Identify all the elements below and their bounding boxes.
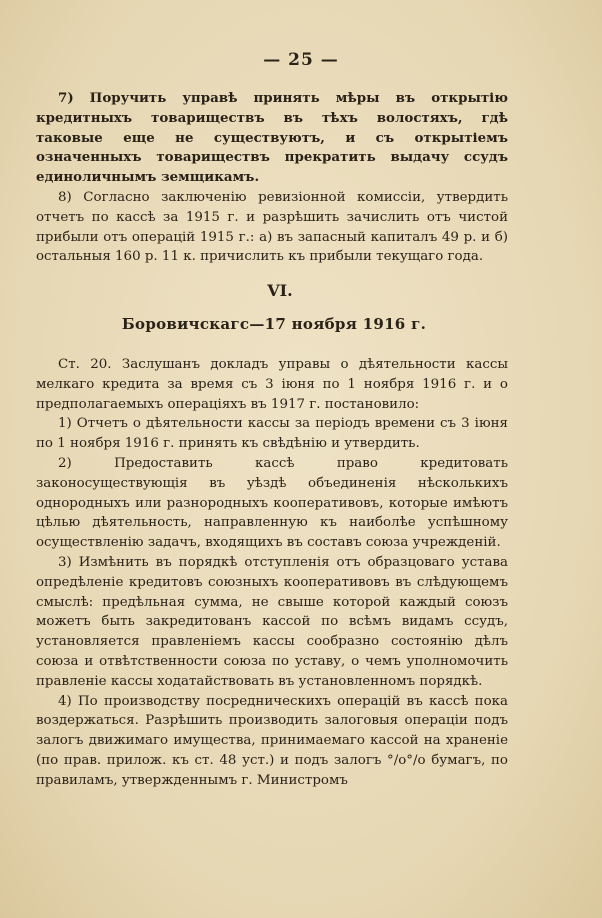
paragraph-art-20: Ст. 20. Заслушанъ докладъ управы о дѣятельности кассы мелкаго кредита за время съ 3 іюня по 1 ноября 1916 г. и о предполагаемыхъ операціяхъ въ 1917 г. постановило: <box>36 357 508 412</box>
text-block-bottom <box>36 355 508 791</box>
paragraph-8: 8) Согласно заключенію ревизіонной комиссіи, утвердить отчетъ по кассѣ за 1915 г. и разрѣшить зачислить отъ чистой прибыли отъ операцій 1915 г.: а) въ запасный капиталъ 49 р. и б) остальныя 160 р. 11 к. причислить къ прибыли текущаго года. <box>36 189 508 265</box>
paragraph-3: 3) Измѣнить въ порядкѣ отступленія отъ образцоваго устава опредѣленіе кредитовъ союзныхъ кооперативовъ въ слѣдующемъ смыслѣ: предѣльная сумма, не свыше которой каждый союзъ можетъ быть закредитованъ кассой по всѣмъ видамъ ссудъ, установляется правленіемъ кассы сообразно состоянію дѣлъ союза и отвѣтственности союза по уставу, о чемъ уполномочить правленіе кассы ходатайствовать въ установленномъ порядкѣ. <box>36 554 508 689</box>
paragraph-2: 2) Предоставить кассѣ право кредитовать законосуществующія въ уѣздѣ объединенія нѣсколькихъ однородныхъ или разнородныхъ кооперативовъ, которые имѣютъ цѣлью дѣятельность, направленную къ наиболѣе успѣшному осуществленію задачъ, входящихъ въ составъ союза учрежденій. <box>36 455 508 551</box>
section-heading: Боровичскагс—17 ноября 1916 г. <box>121 315 427 333</box>
section-numeral: VI. <box>267 281 293 300</box>
paragraph-1: 1) Отчетъ о дѣятельности кассы за періодъ времени съ 3 іюня по 1 ноября 1916 г. принять къ свѣдѣнію и утвердить. <box>36 416 508 452</box>
text-block-top <box>36 89 508 267</box>
page-number: — 25 — <box>263 50 339 70</box>
paragraph-4: 4) По производству посредническихъ операцій въ кассѣ пока воздержаться. Разрѣшить производить залоговыя операціи подъ залогъ движимаго имущества, принимаемаго кассой на храненіе (по прав. прилож. къ ст. 48 уст.) и подъ залогъ °/о°/о бумагъ, по правиламъ, утвержденнымъ г. Министромъ <box>36 693 508 788</box>
paragraph-7: 7) Поручить управѣ принять мѣры въ открытію кредитныхъ товариществъ въ тѣхъ волостяхъ, гдѣ таковые еще не существуютъ, и съ открытіемъ означенныхъ товариществъ прекратить выдачу ссудъ единоличнымъ земщикамъ. <box>36 90 508 186</box>
